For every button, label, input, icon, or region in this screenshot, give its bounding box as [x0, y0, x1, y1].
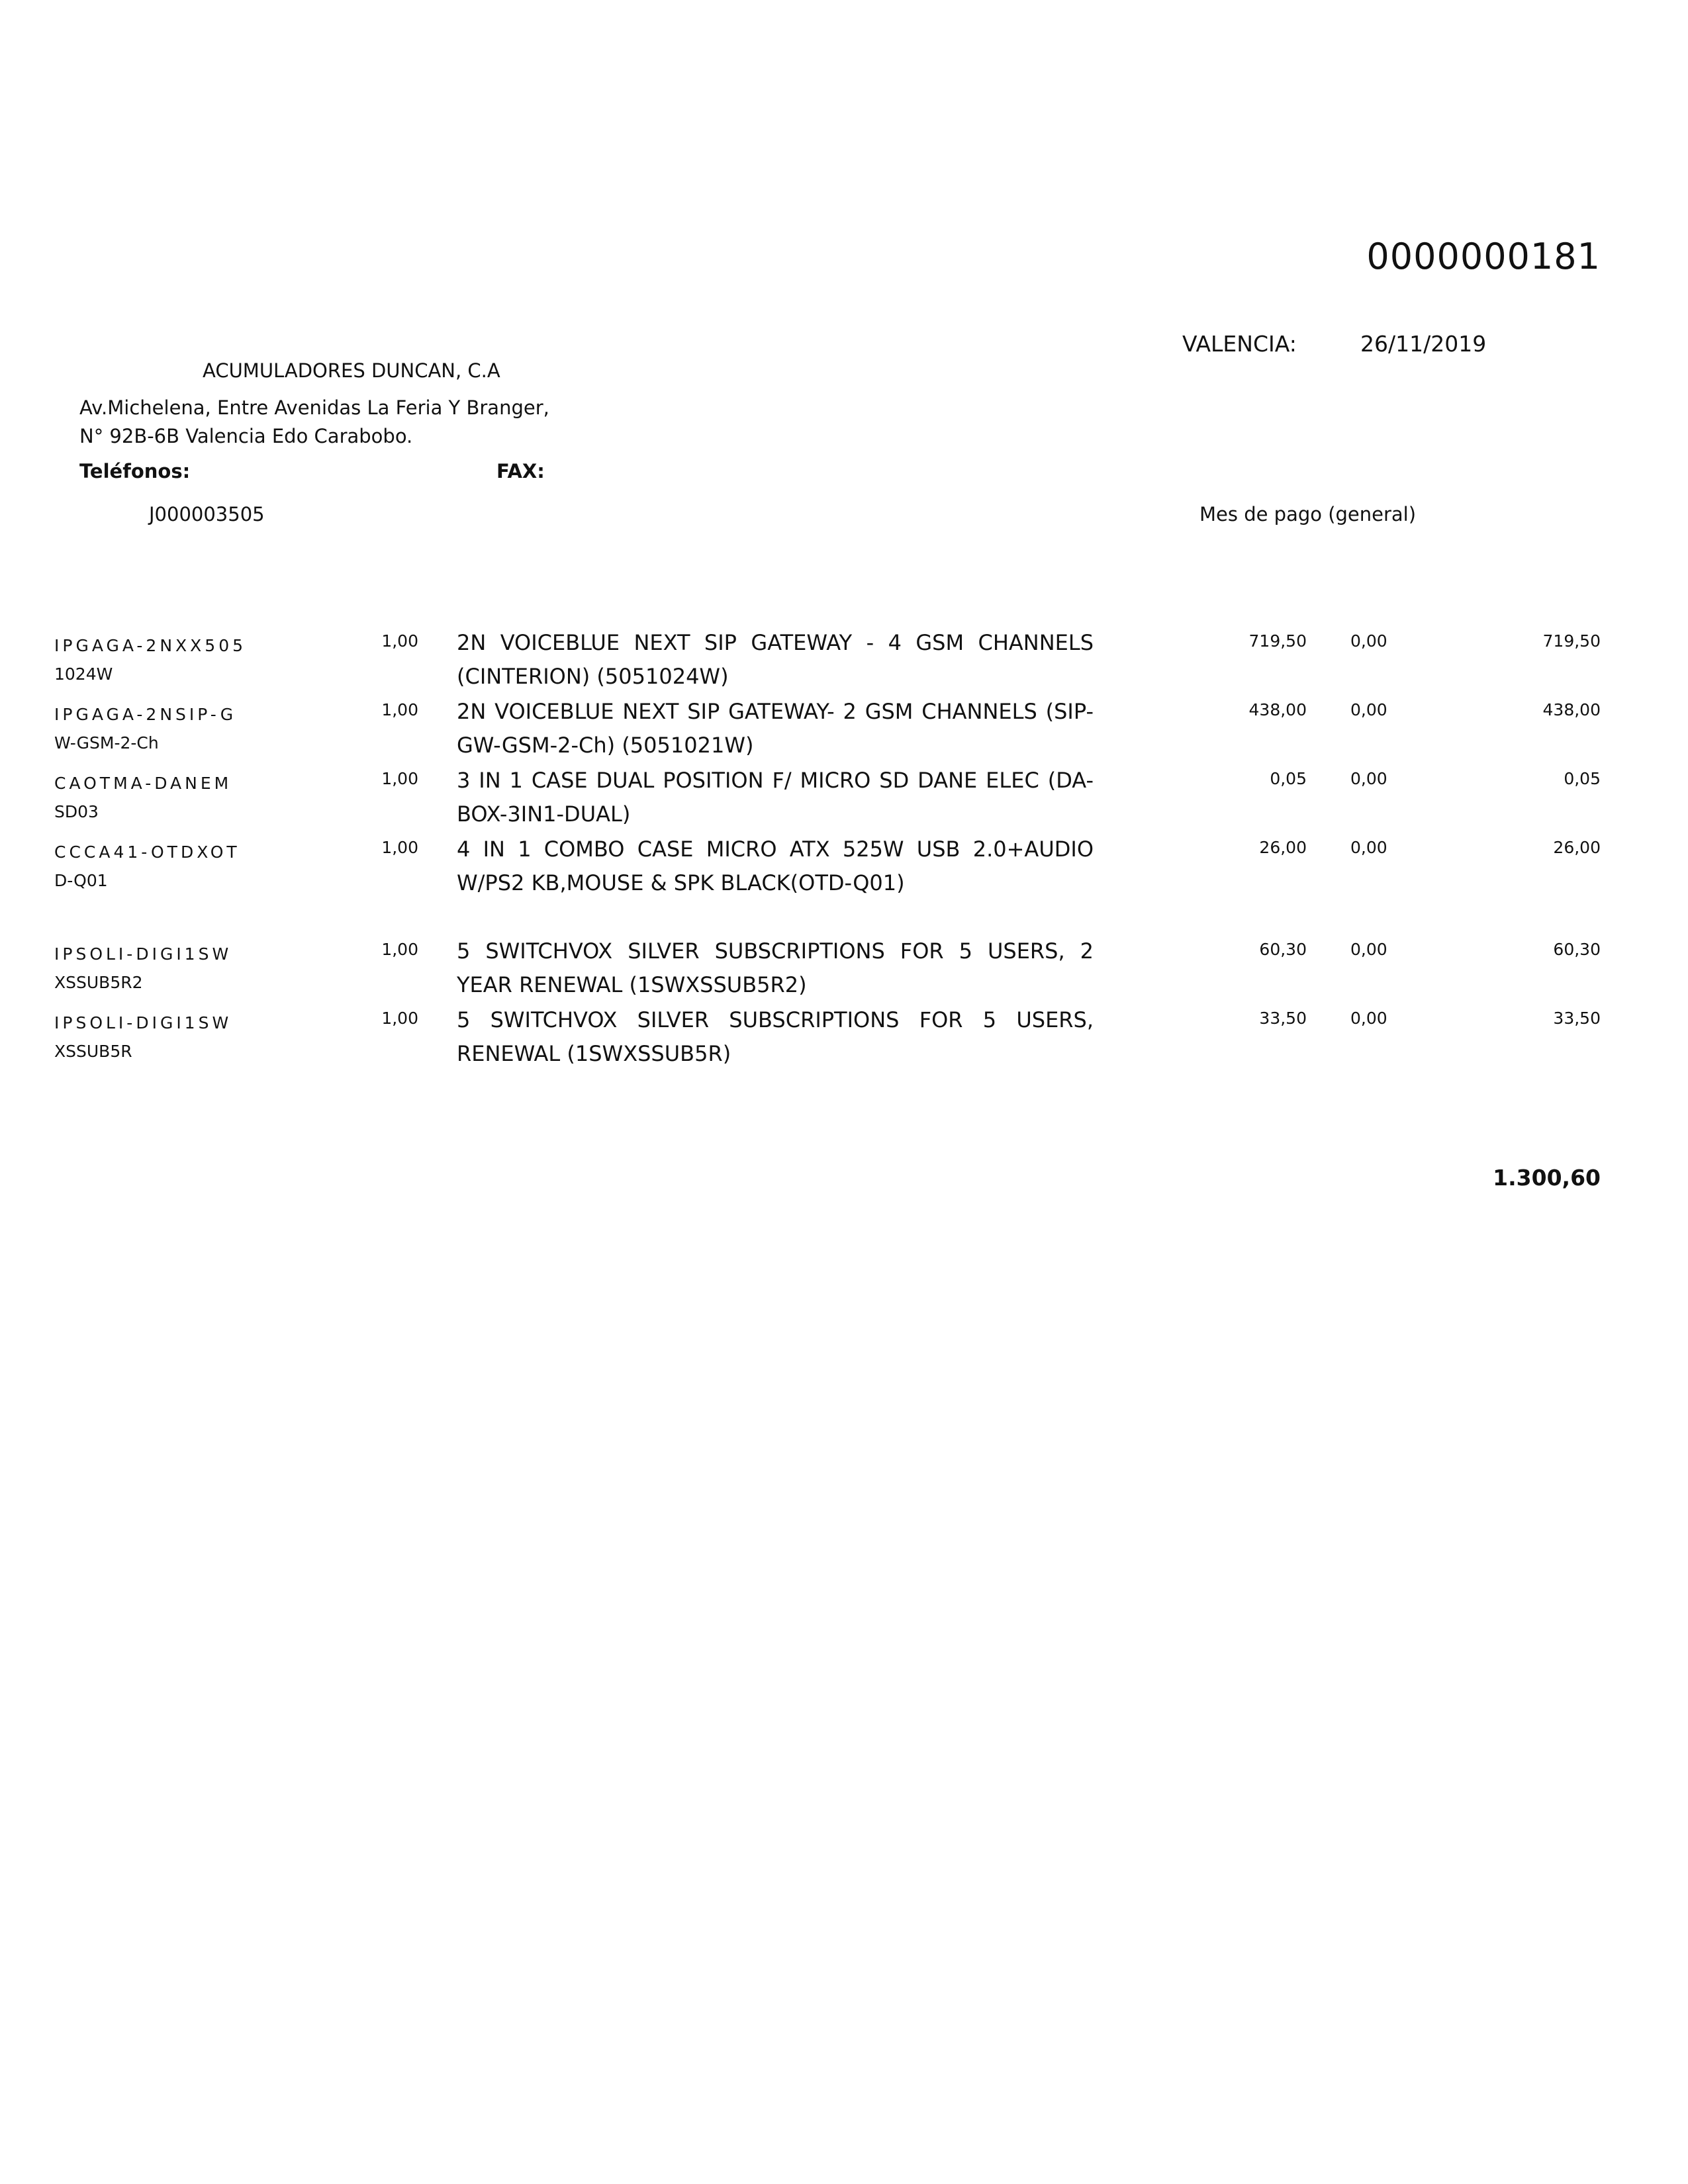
- item-code-line1: CCCA41-OTDXOT: [54, 842, 240, 862]
- item-code: [54, 631, 253, 688]
- item-code-line2: W-GSM-2-Ch: [54, 733, 159, 752]
- item-code-line1: IPGAGA-2NXX505: [54, 636, 247, 655]
- item-total: 438,00: [1542, 700, 1601, 719]
- item-unit-price: 33,50: [1259, 1009, 1307, 1028]
- item-discount: 0,00: [1350, 1009, 1387, 1028]
- item-qty: 1,00: [381, 769, 418, 788]
- item-total: 60,30: [1553, 940, 1601, 959]
- client-address-line2: N° 92B-6B Valencia Edo Carabobo.: [79, 425, 413, 447]
- item-description: 2N VOICEBLUE NEXT SIP GATEWAY - 4 GSM CHANNELS (CINTERION) (5051024W): [457, 630, 1094, 689]
- item-code-line2: XSSUB5R2: [54, 973, 143, 992]
- item-qty: 1,00: [381, 940, 418, 959]
- payment-month: Mes de pago (general): [1199, 503, 1417, 525]
- item-code-line2: D-Q01: [54, 871, 108, 890]
- item-code: [54, 700, 253, 757]
- item-discount: 0,00: [1350, 631, 1387, 651]
- item-qty: 1,00: [381, 838, 418, 857]
- item-code: [54, 769, 253, 826]
- item-code-line1: IPSOLI-DIGI1SW: [54, 1013, 232, 1032]
- item-discount: 0,00: [1350, 940, 1387, 959]
- item-description: 4 IN 1 COMBO CASE MICRO ATX 525W USB 2.0+AUDIO W/PS2 KB,MOUSE & SPK BLACK(OTD-Q01): [457, 837, 1094, 895]
- item-qty: 1,00: [381, 1009, 418, 1028]
- item-discount: 0,00: [1350, 769, 1387, 788]
- city-label: VALENCIA:: [1182, 331, 1297, 357]
- item-total: 719,50: [1542, 631, 1601, 651]
- document-number: 0000000181: [1366, 236, 1601, 277]
- item-total: 26,00: [1553, 838, 1601, 857]
- item-description: 5 SWITCHVOX SILVER SUBSCRIPTIONS FOR 5 USERS, RENEWAL (1SWXSSUB5R): [457, 1007, 1094, 1066]
- item-code-line1: CAOTMA-DANEM: [54, 774, 232, 793]
- item-total: 0,05: [1564, 769, 1601, 788]
- item-unit-price: 0,05: [1270, 769, 1307, 788]
- item-qty: 1,00: [381, 700, 418, 719]
- item-description: 5 SWITCHVOX SILVER SUBSCRIPTIONS FOR 5 USERS, 2 YEAR RENEWAL (1SWXSSUB5R2): [457, 938, 1094, 997]
- item-discount: 0,00: [1350, 700, 1387, 719]
- item-code-line1: IPSOLI-DIGI1SW: [54, 944, 232, 964]
- item-unit-price: 438,00: [1248, 700, 1307, 719]
- item-code: [54, 838, 253, 895]
- item-description: 2N VOICEBLUE NEXT SIP GATEWAY- 2 GSM CHANNELS (SIP-GW-GSM-2-Ch) (5051021W): [457, 699, 1094, 758]
- item-code-line1: IPGAGA-2NSIP-G: [54, 705, 237, 724]
- item-code-line2: XSSUB5R: [54, 1042, 132, 1061]
- item-code-line2: SD03: [54, 802, 99, 821]
- item-unit-price: 26,00: [1259, 838, 1307, 857]
- fax-label: FAX:: [496, 460, 545, 482]
- item-description: 3 IN 1 CASE DUAL POSITION F/ MICRO SD DANE ELEC (DA-BOX-3IN1-DUAL): [457, 768, 1094, 827]
- client-rif: J000003505: [149, 503, 265, 525]
- item-unit-price: 719,50: [1248, 631, 1307, 651]
- phones-label: Teléfonos:: [79, 460, 191, 482]
- item-code: [54, 940, 253, 997]
- invoice-date: 26/11/2019: [1360, 331, 1487, 357]
- item-qty: 1,00: [381, 631, 418, 651]
- item-code: [54, 1009, 253, 1066]
- client-address-line1: Av.Michelena, Entre Avenidas La Feria Y Branger,: [79, 396, 549, 419]
- item-code-line2: 1024W: [54, 664, 113, 684]
- item-discount: 0,00: [1350, 838, 1387, 857]
- item-total: 33,50: [1553, 1009, 1601, 1028]
- item-unit-price: 60,30: [1259, 940, 1307, 959]
- grand-total: 1.300,60: [1493, 1165, 1601, 1191]
- client-name: ACUMULADORES DUNCAN, C.A: [203, 359, 500, 382]
